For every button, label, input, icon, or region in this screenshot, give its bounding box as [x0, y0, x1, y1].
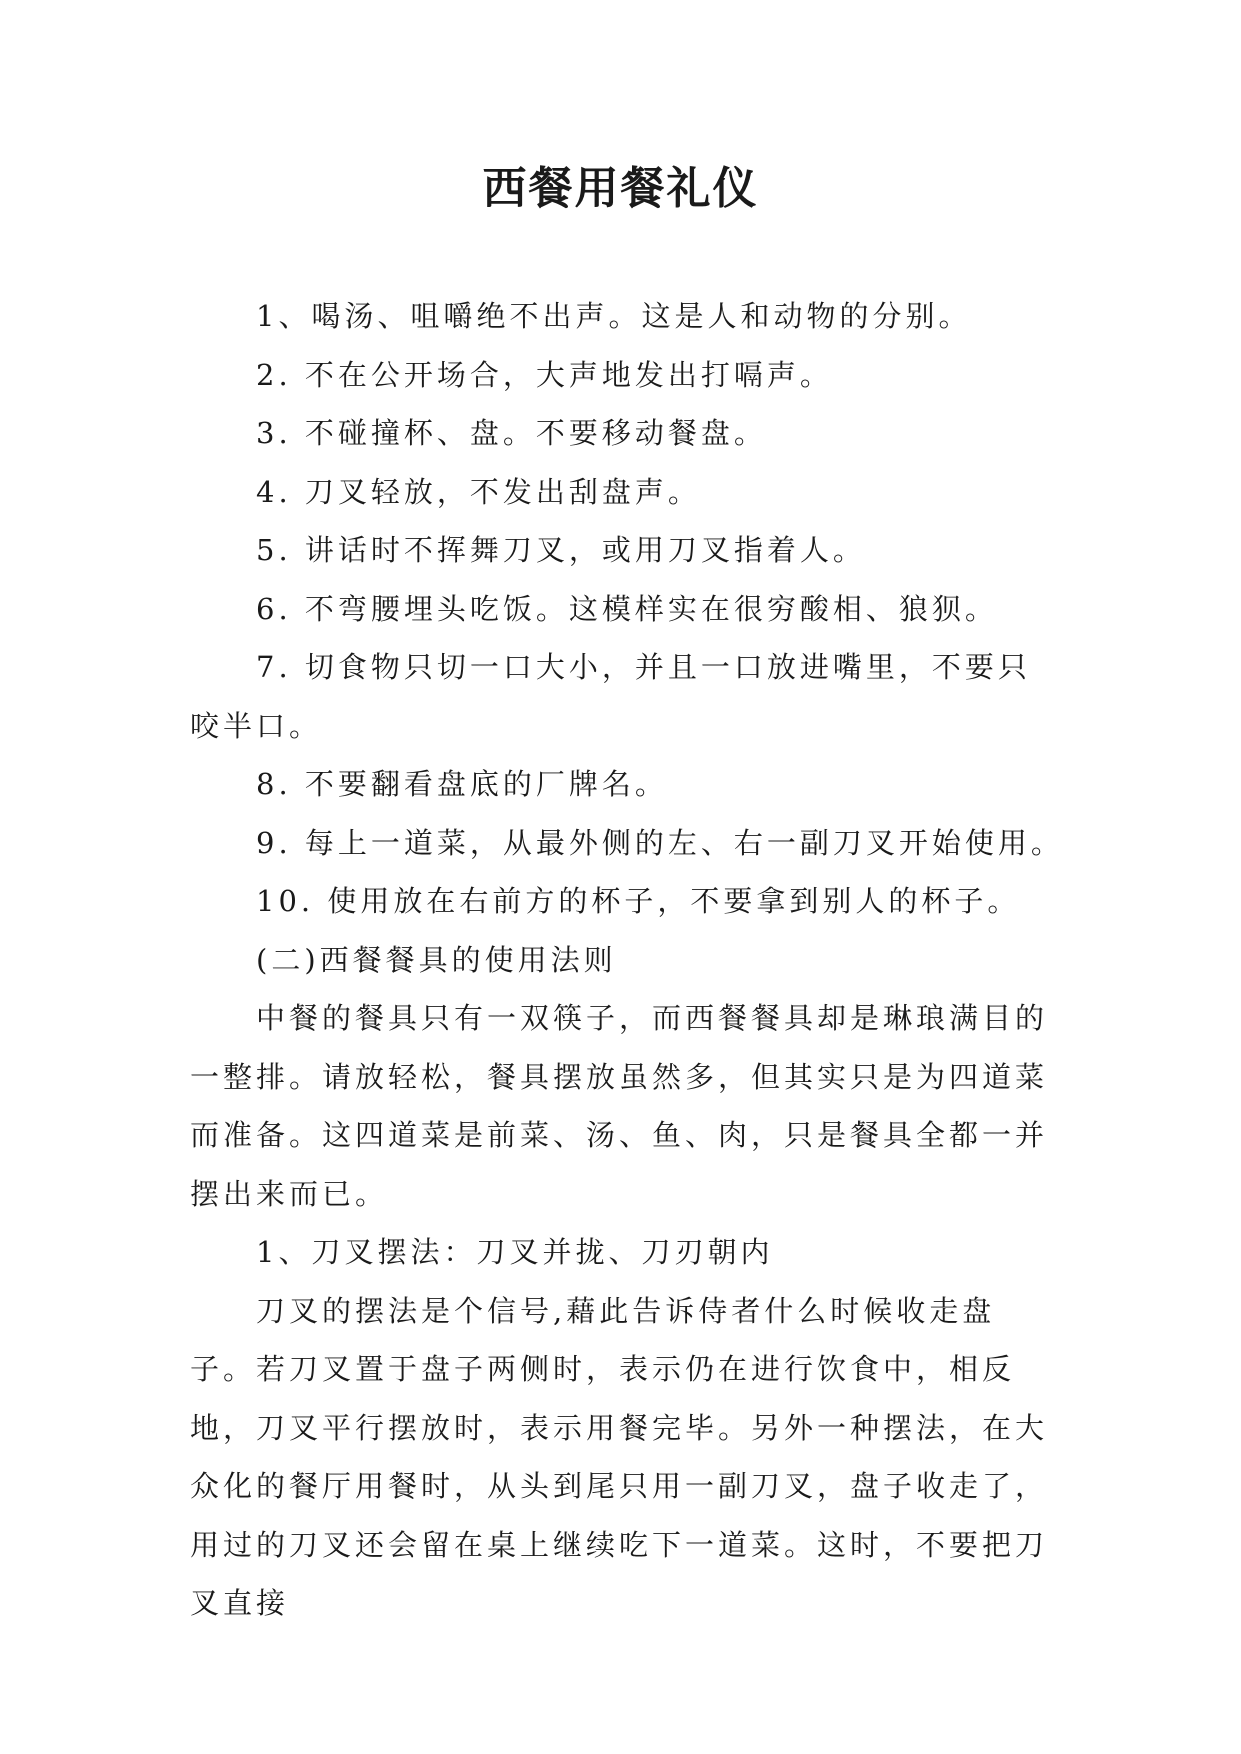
paragraph-rule-6: 6. 不弯腰埋头吃饭。这模样实在很穷酸相、狼狈。 [256, 591, 998, 626]
paragraph-knife-fork-signal: 刀叉的摆法是个信号,藉此告诉侍者什么时候收走盘子。若刀叉置于盘子两侧时，表示仍在进行饮食中，相反地，刀叉平行摆放时，表示用餐完毕。另外一种摆法，在大众化的餐厅用餐时，从头到尾只用一副刀叉，盘子收走了，用过的刀叉还会留在桌上继续吃下一道菜。这时，不要把刀叉直接 [190, 1293, 1049, 1620]
paragraph-rule-3: 3. 不碰撞杯、盘。不要移动餐盘。 [256, 416, 767, 450]
paragraph-rule-7: 7. 切食物只切一口大小，并且一口放进嘴里，不要只咬半口。 [190, 650, 1031, 743]
paragraph-rule-1: 1、喝汤、咀嚼绝不出声。这是人和动物的分别。 [256, 299, 972, 333]
section-heading-utensils: (二)西餐餐具的使用法则 [256, 942, 617, 977]
paragraph-utensils-intro: 中餐的餐具只有一双筷子，而西餐餐具却是琳琅满目的一整排。请放轻松，餐具摆放虽然多，但其实只是为四道菜而准备。这四道菜是前菜、汤、鱼、肉，只是餐具全都一并摆出来而已。 [190, 1001, 1049, 1211]
paragraph-rule-4: 4. 刀叉轻放，不发出刮盘声。 [256, 474, 701, 509]
paragraph-rule-8: 8. 不要翻看盘底的厂牌名。 [256, 767, 668, 801]
subheading-knife-fork-placement: 1、刀叉摆法：刀叉并拢、刀刃朝内 [256, 1235, 774, 1269]
document-title: 西餐用餐礼仪 [482, 163, 759, 214]
paragraph-rule-5: 5. 讲话时不挥舞刀叉，或用刀叉指着人。 [256, 533, 866, 567]
document-body [190, 287, 1064, 1633]
paragraph-rule-9: 9. 每上一道菜，从最外侧的左、右一副刀叉开始使用。 [256, 825, 1064, 860]
paragraph-rule-10: 10. 使用放在右前方的杯子，不要拿到别人的杯子。 [256, 884, 1021, 918]
paragraph-rule-2: 2. 不在公开场合，大声地发出打嗝声。 [256, 357, 833, 392]
